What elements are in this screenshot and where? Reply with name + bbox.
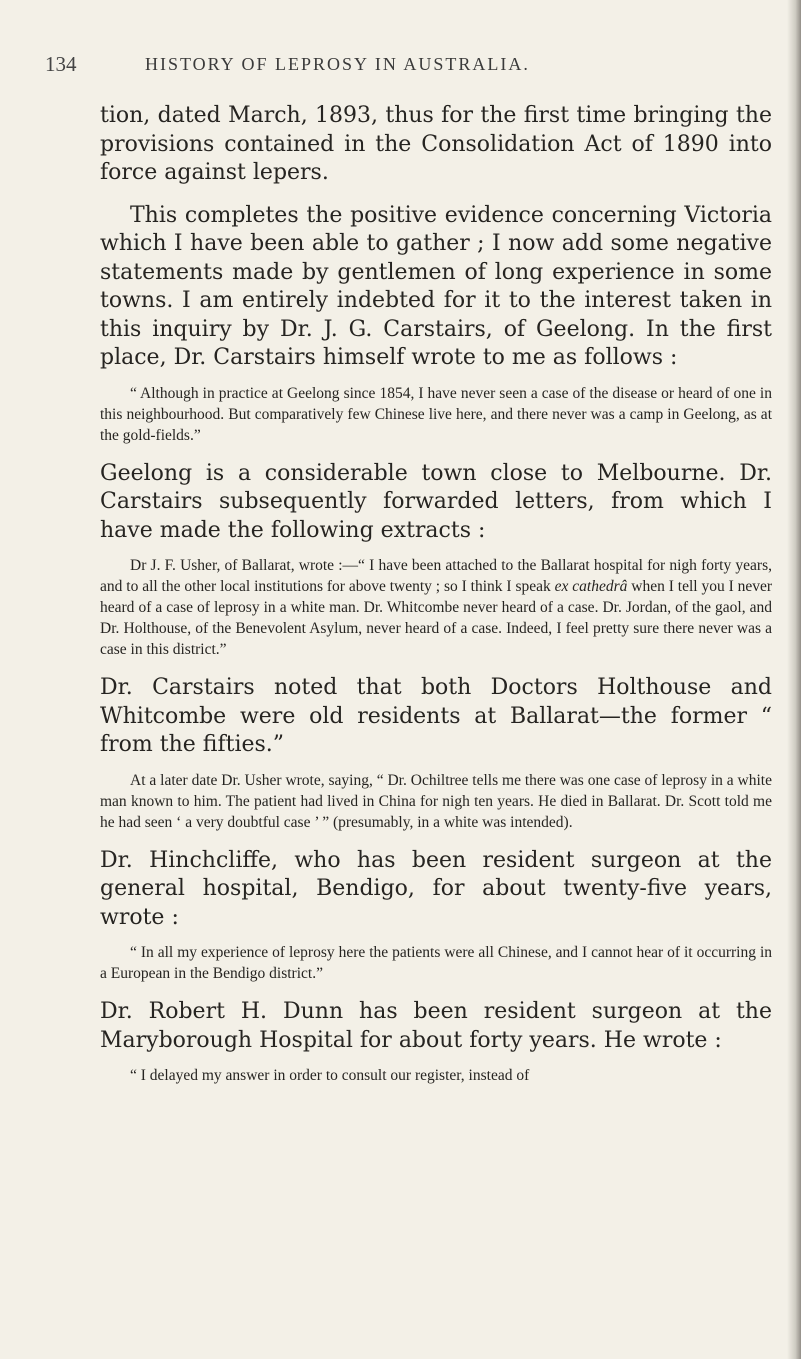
paragraph-carstairs-noted: Dr. Carstairs noted that both Doctors Holthouse and Whitcombe were old residents at Ballarat—the former “ from the fifties.” bbox=[100, 675, 772, 757]
paragraph-dunn: Dr. Robert H. Dunn has been resident surgeon at the Maryborough Hospital for about forty years. He wrote : bbox=[100, 999, 772, 1053]
quote-usher bbox=[100, 555, 772, 660]
quote-usher-later: At a later date Dr. Usher wrote, saying, “ Dr. Ochiltree tells me there was one case of leprosy in a white man known to him. The patient had lived in China for nigh ten years. He died in Ballarat. Dr. Scott told me he had seen ‘ a very doubtful case ’ ” (presumably, in a white was intended). bbox=[100, 771, 772, 831]
paragraph-victoria-evidence: This completes the positive evidence concerning Victoria which I have been able to gather ; I now add some negative statements made by gentlemen of long experience in some towns. I am entirely indebted for it to the interest taken in this inquiry by Dr. J. G. Carstairs, of Geelong. In the first place, Dr. Carstairs himself wrote to me as follows : bbox=[100, 202, 772, 370]
quote-usher-part-1: Dr J. F. Usher, of Ballarat, wrote :—“ I have been attached to the Ballarat hospital for nigh forty years, and to all the other local institutions for above twenty ; so I think I speak bbox=[100, 557, 772, 595]
quote-hinchcliffe: “ In all my experience of leprosy here the patients were all Chinese, and I cannot hear of it occurring in a European in the Bendigo district.” bbox=[100, 944, 772, 982]
page-body bbox=[100, 102, 772, 1086]
quote-usher-part-2: when I tell you I never heard of a case of leprosy in a white man. Dr. Whitcombe never heard of a case. Dr. Jordan, of the gaol, and Dr. Holthouse, of the Benevolent Asylum, never heard of a case. Indeed, I feel pretty sure there never was a case in this district.” bbox=[100, 578, 773, 658]
page-header bbox=[45, 50, 745, 84]
quote-dunn: “ I delayed my answer in order to consult our register, instead of bbox=[130, 1067, 530, 1084]
quote-usher-latin: ex cathedrâ bbox=[554, 578, 628, 595]
paragraph-geelong: Geelong is a considerable town close to Melbourne. Dr. Carstairs subsequently forwarded letters, from which I have made the following extracts : bbox=[100, 460, 772, 543]
quote-carstairs: “ Although in practice at Geelong since 1854, I have never seen a case of the disease or heard of one in this neighbourhood. But comparatively few Chinese live here, and there never was a camp in Geelong, as at the gold-fields.” bbox=[100, 384, 772, 444]
running-title: HISTORY OF LEPROSY IN AUSTRALIA. bbox=[145, 54, 530, 74]
page-number: 134 bbox=[45, 52, 77, 76]
page-edge-shadow bbox=[787, 0, 801, 1359]
paragraph-hinchcliffe: Dr. Hinchcliffe, who has been resident surgeon at the general hospital, Bendigo, for about twenty-five years, wrote : bbox=[100, 847, 772, 930]
paragraph-continuation: tion, dated March, 1893, thus for the first time bringing the provisions contained in the Consolidation Act of 1890 into force against lepers. bbox=[100, 103, 772, 185]
